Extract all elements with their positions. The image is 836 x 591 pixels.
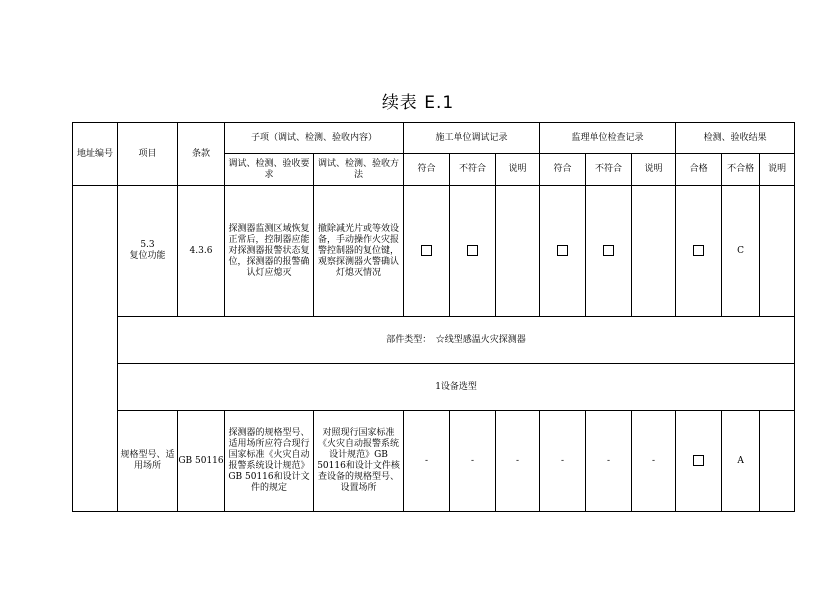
- inspection-table: [72, 122, 795, 512]
- cell-r-qualified: [676, 411, 722, 512]
- header-sub-method: 调试、检测、验收方法: [314, 154, 404, 186]
- cell-r-note: [760, 411, 795, 512]
- cell-r-note: [760, 186, 795, 317]
- header-c-note: 说明: [496, 154, 540, 186]
- cell-s-nonconform: -: [586, 411, 632, 512]
- row-item: 规格型号、适用场所: [118, 411, 178, 512]
- cell-r-unqualified: C: [722, 186, 760, 317]
- header-address-no: 地址编号: [73, 123, 118, 186]
- header-r-unqualified: 不合格: [722, 154, 760, 186]
- header-sub-item: 子项（调试、检测、验收内容）: [225, 123, 404, 154]
- header-result: 检测、验收结果: [676, 123, 795, 154]
- header-construction: 施工单位调试记录: [404, 123, 540, 154]
- cell-c-conform: -: [404, 411, 450, 512]
- cell-r-qualified: [676, 186, 722, 317]
- header-c-nonconform: 不符合: [450, 154, 496, 186]
- table-row: [73, 186, 795, 317]
- header-s-conform: 符合: [540, 154, 586, 186]
- row-method: 对照现行国家标准《火灾自动报警系统设计规范》GB 50116和设计文件核查设备的规格型号、设置场所: [314, 411, 404, 512]
- cell-r-unqualified: A: [722, 411, 760, 512]
- row-requirement: 探测器的规格型号、适用场所应符合现行国家标准《火灾自动报警系统设计规范》GB 50116和设计文件的规定: [225, 411, 314, 512]
- address-cell: [73, 186, 118, 512]
- cell-c-conform: [404, 186, 450, 317]
- checkbox[interactable]: [603, 245, 614, 256]
- component-type: 部件类型： ☆线型感温火灾探测器: [118, 317, 795, 364]
- row-clause: 4.3.6: [178, 186, 225, 317]
- cell-c-nonconform: [450, 186, 496, 317]
- section-title: 1设备选型: [118, 364, 795, 411]
- checkbox[interactable]: [421, 245, 432, 256]
- section-row: [73, 364, 795, 411]
- row-item: 5.3 复位功能: [118, 186, 178, 317]
- cell-s-conform: [540, 186, 586, 317]
- page-title: 续表 E.1: [381, 93, 455, 113]
- row-method: 撤除减光片或等效设备，手动操作火灾报警控制器的复位键，观察探测器火警确认灯熄灭情况: [314, 186, 404, 317]
- cell-s-conform: -: [540, 411, 586, 512]
- cell-c-note: [496, 186, 540, 317]
- cell-s-note: -: [632, 411, 676, 512]
- row-clause: GB 50116: [178, 411, 225, 512]
- header-s-note: 说明: [632, 154, 676, 186]
- table-row: [73, 411, 795, 512]
- cell-c-note: -: [496, 411, 540, 512]
- header-s-nonconform: 不符合: [586, 154, 632, 186]
- checkbox[interactable]: [693, 455, 704, 466]
- cell-s-nonconform: [586, 186, 632, 317]
- header-r-qualified: 合格: [676, 154, 722, 186]
- header-row-1: [73, 123, 795, 154]
- checkbox[interactable]: [693, 245, 704, 256]
- component-type-row: [73, 317, 795, 364]
- header-sub-requirement: 调试、检测、验收要求: [225, 154, 314, 186]
- header-r-note: 说明: [760, 154, 795, 186]
- header-clause: 条款: [178, 123, 225, 186]
- row-requirement: 探测器监测区域恢复正常后，控制器应能对探测器报警状态复位，探测器的报警确认灯应熄灭: [225, 186, 314, 317]
- cell-s-note: [632, 186, 676, 317]
- cell-c-nonconform: -: [450, 411, 496, 512]
- checkbox[interactable]: [557, 245, 568, 256]
- checkbox[interactable]: [467, 245, 478, 256]
- header-item: 项目: [118, 123, 178, 186]
- header-supervision: 监理单位检查记录: [540, 123, 676, 154]
- header-c-conform: 符合: [404, 154, 450, 186]
